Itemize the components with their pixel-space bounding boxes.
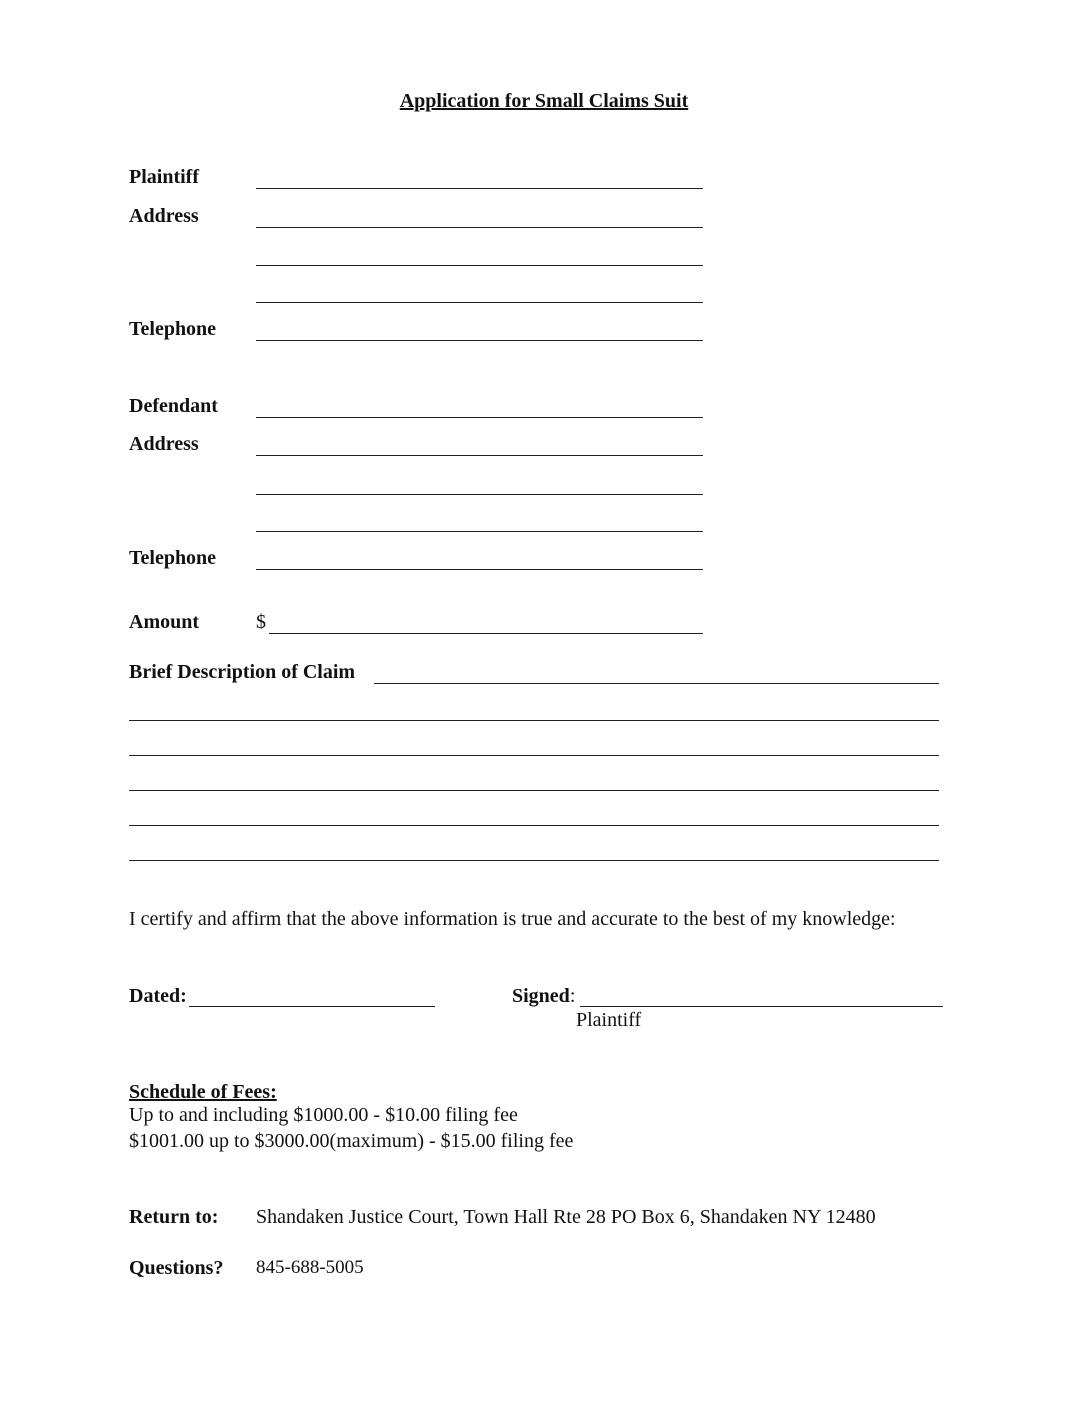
description-field-1[interactable] [374,683,939,684]
fee-line-2: $1001.00 up to $3000.00(maximum) - $15.00 filing fee [129,1130,574,1152]
defendant-telephone-label: Telephone [129,547,217,569]
dated-label: Dated: [129,985,187,1007]
defendant-label: Defendant [129,395,218,417]
page-title: Application for Small Claims Suit [399,90,689,112]
defendant-telephone-field[interactable] [256,569,703,570]
fees-heading: Schedule of Fees: [129,1081,277,1103]
defendant-address-field-3[interactable] [256,531,703,532]
currency-symbol: $ [256,611,266,633]
return-to-label: Return to: [129,1206,219,1228]
signed-label: Signed [512,985,570,1007]
description-field-2[interactable] [129,720,939,721]
defendant-address-field-2[interactable] [256,494,703,495]
description-field-3[interactable] [129,755,939,756]
defendant-name-field[interactable] [256,417,703,418]
fee-line-1: Up to and including $1000.00 - $10.00 filing fee [129,1104,518,1126]
plaintiff-address-field-1[interactable] [256,227,703,228]
plaintiff-name-field[interactable] [256,188,703,189]
plaintiff-address-label: Address [129,205,199,227]
description-field-6[interactable] [129,860,939,861]
questions-label: Questions? [129,1257,224,1279]
defendant-address-field-1[interactable] [256,455,703,456]
return-to-address: Shandaken Justice Court, Town Hall Rte 28 PO Box 6, Shandaken NY 12480 [256,1206,876,1228]
description-field-4[interactable] [129,790,939,791]
amount-label: Amount [129,611,200,633]
plaintiff-label: Plaintiff [129,166,199,188]
plaintiff-telephone-field[interactable] [256,340,703,341]
amount-field[interactable] [269,633,703,634]
defendant-address-label: Address [129,433,199,455]
plaintiff-telephone-label: Telephone [129,318,217,340]
certification-text: I certify and affirm that the above information is true and accurate to the best of my knowledge: [129,908,896,930]
signed-label-group [512,985,575,1008]
plaintiff-address-field-3[interactable] [256,302,703,303]
dated-field[interactable] [189,1006,435,1007]
plaintiff-address-field-2[interactable] [256,265,703,266]
description-label: Brief Description of Claim [129,661,356,683]
signer-label: Plaintiff [576,1009,642,1031]
signature-field[interactable] [580,1006,943,1007]
questions-phone: 845-688-5005 [256,1257,364,1278]
signed-colon: : [569,985,576,1007]
description-field-5[interactable] [129,825,939,826]
